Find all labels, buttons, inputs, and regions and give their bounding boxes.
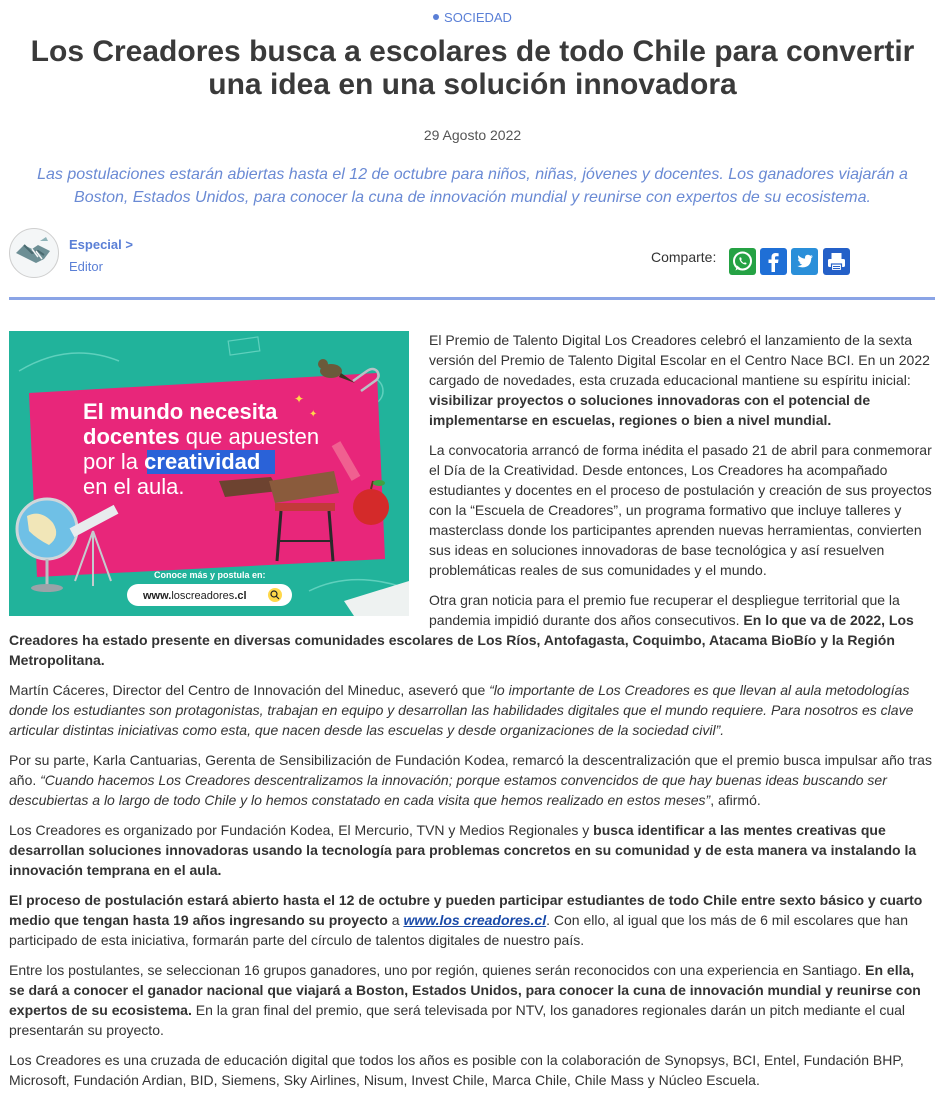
category-label[interactable] (0, 10, 945, 25)
handshake-icon[interactable] (9, 228, 59, 278)
paragraph-6: Los Creadores es organizado por Fundación Kodea, El Mercurio, TVN y Medios Regionales y busca identificar a las mentes creativas que desarrollan soluciones innovadoras usando la tecnología para problemas concretos en su comunidad y de esta manera va instalando la innovación temprana en el aula. (9, 822, 917, 878)
print-button[interactable] (823, 248, 850, 275)
facebook-share-button[interactable] (760, 248, 787, 275)
twitter-share-button[interactable] (791, 248, 818, 275)
hero-line-4: en el aula. (83, 474, 185, 499)
hero-url-c: .cl (234, 590, 247, 602)
hero-line-3b: creatividad (144, 449, 261, 474)
whatsapp-share-button[interactable] (729, 248, 756, 275)
article-title: Los Creadores busca a escolares de todo Chile para convertir una idea en una solución innovadora (30, 35, 915, 101)
paragraph-9: Los Creadores es una cruzada de educación digital que todos los años es posible con la colaboración de Synopsys, BCI, Entel, Fundación BHP, Microsoft, Fundación Ardian, BID, Siemens, Sky Airlines, Nisum, Invest Chile, Marca Chile, Chile Mass y Núcleo Escuela. (9, 1052, 904, 1088)
hero-line-1: El mundo necesita (83, 399, 278, 424)
category-text: SOCIEDAD (444, 10, 512, 25)
svg-text:por la creatividad (83, 449, 260, 474)
author-name-link[interactable]: Especial > (69, 237, 133, 252)
printer-icon (823, 248, 850, 275)
svg-text:✦: ✦ (294, 392, 305, 406)
article-subtitle: Las postulaciones estarán abiertas hasta el 12 de octubre para niños, niñas, jóvenes y docentes. Los ganadores viajarán a Boston, Estados Unidos, para conocer la cuna de innovación mundial y reunirse con expertos de su ecosistema. (37, 166, 908, 206)
paragraph-4: Martín Cáceres, Director del Centro de Innovación del Mineduc, aseveró que “lo importante de Los Creadores es que llevan al aula metodologías donde los estudiantes son protagonistas, trabajan en equipo y desarrollan las habilidades digitales que el mundo requiere. Para nosotros es clave articular distintas iniciativas como esta, que nacen desde las escuelas y desde organizaciones de la sociedad civil”. (9, 682, 914, 738)
hero-url-b: loscreadores (171, 590, 235, 602)
hero-cta-label: Conoce más y postula en: (154, 570, 266, 580)
header-divider (9, 297, 935, 300)
author-role: Editor (69, 259, 103, 274)
facebook-icon (760, 248, 787, 275)
hero-line-2a: docentes (83, 424, 180, 449)
svg-text:docentes que apuesten (83, 424, 319, 449)
paragraph-1: El Premio de Talento Digital Los Creadores celebró el lanzamiento de la sexta versión del Premio de Talento Digital Escolar en el Centro Nace BCI. En un 2022 cargado de novedades, esta cruzada educacional mantiene su espíritu inicial: visibilizar proyectos o soluciones innovadoras con el potencial de implementarse en escuelas, regiones o bien a nivel mundial. (429, 332, 930, 428)
twitter-icon (791, 248, 818, 275)
loscreadores-link[interactable]: www.los creadores.cl (403, 912, 547, 928)
share-label: Comparte: (651, 249, 717, 265)
hero-line-2b: que apuesten (179, 424, 320, 449)
hero-line-3a: por la (83, 449, 145, 474)
category-dot (433, 14, 439, 20)
svg-text:✦: ✦ (309, 409, 318, 420)
paragraph-2: La convocatoria arrancó de forma inédita el pasado 21 de abril para conmemorar el Día de la Creatividad. Desde entonces, Los Creadores ha acompañado estudiantes y docentes en el proceso de postulación y creación de sus proyectos con la “Escuela de Creadores”, un programa formativo que incluye talleres y masterclass donde los participantes aprenden nuevas herramientas, convierten sus ideas en soluciones innovadoras de base tecnológica y así resuelven problemáticas reales de sus comunidades y el mundo. (429, 442, 932, 578)
article-body (9, 330, 933, 1100)
paragraph-7: El proceso de postulación estará abierto hasta el 12 de octubre y pueden participar estudiantes de todo Chile entre sexto básico y cuarto medio que tengan hasta 19 años ingresando su proyecto a www.los creadores.cl. Con ello, al igual que los más de 6 mil escolares que han participado de esta iniciativa, formarán parte del círculo de talentos digitales de nuestro país. (9, 892, 923, 948)
paragraph-8: Entre los postulantes, se seleccionan 16 grupos ganadores, uno por región, quienes serán reconocidos con una experiencia en Santiago. En ella, se dará a conocer el ganador nacional que viajará a Boston, Estados Unidos, para conocer la cuna de innovación mundial y reunirse con expertos de su ecosistema. En la gran final del premio, que será televisada por NTV, los ganadores regionales darán un pitch mediante el cual presentarán su proyecto. (9, 962, 921, 1038)
paragraph-3: Otra gran noticia para el premio fue recuperar el despliegue territorial que la pandemia impidió durante dos años consecutivos. En lo que va de 2022, Los Creadores ha estado presente en diversas comunidades escolares de Los Ríos, Antofagasta, Coquimbo, Atacama BioBío y la Región Metropolitana. (9, 592, 914, 668)
paragraph-5: Por su parte, Karla Cantuarias, Gerenta de Sensibilización de Fundación Kodea, remarcó la descentralización que el premio busca impulsar año tras año. “Cuando hacemos Los Creadores descentralizamos la innovación; porque estamos convencidos de que hay buenas ideas buscando ser descubiertas a lo largo de todo Chile y lo hemos constatado en cada visita que hemos realizado en estos meses”, afirmó. (9, 752, 932, 808)
hero-url-a: www. (143, 590, 172, 602)
whatsapp-icon (729, 248, 756, 275)
hero-image (9, 331, 409, 616)
article-date: 29 Agosto 2022 (423, 127, 522, 143)
svg-text:www.loscreadores.cl (142, 590, 247, 602)
